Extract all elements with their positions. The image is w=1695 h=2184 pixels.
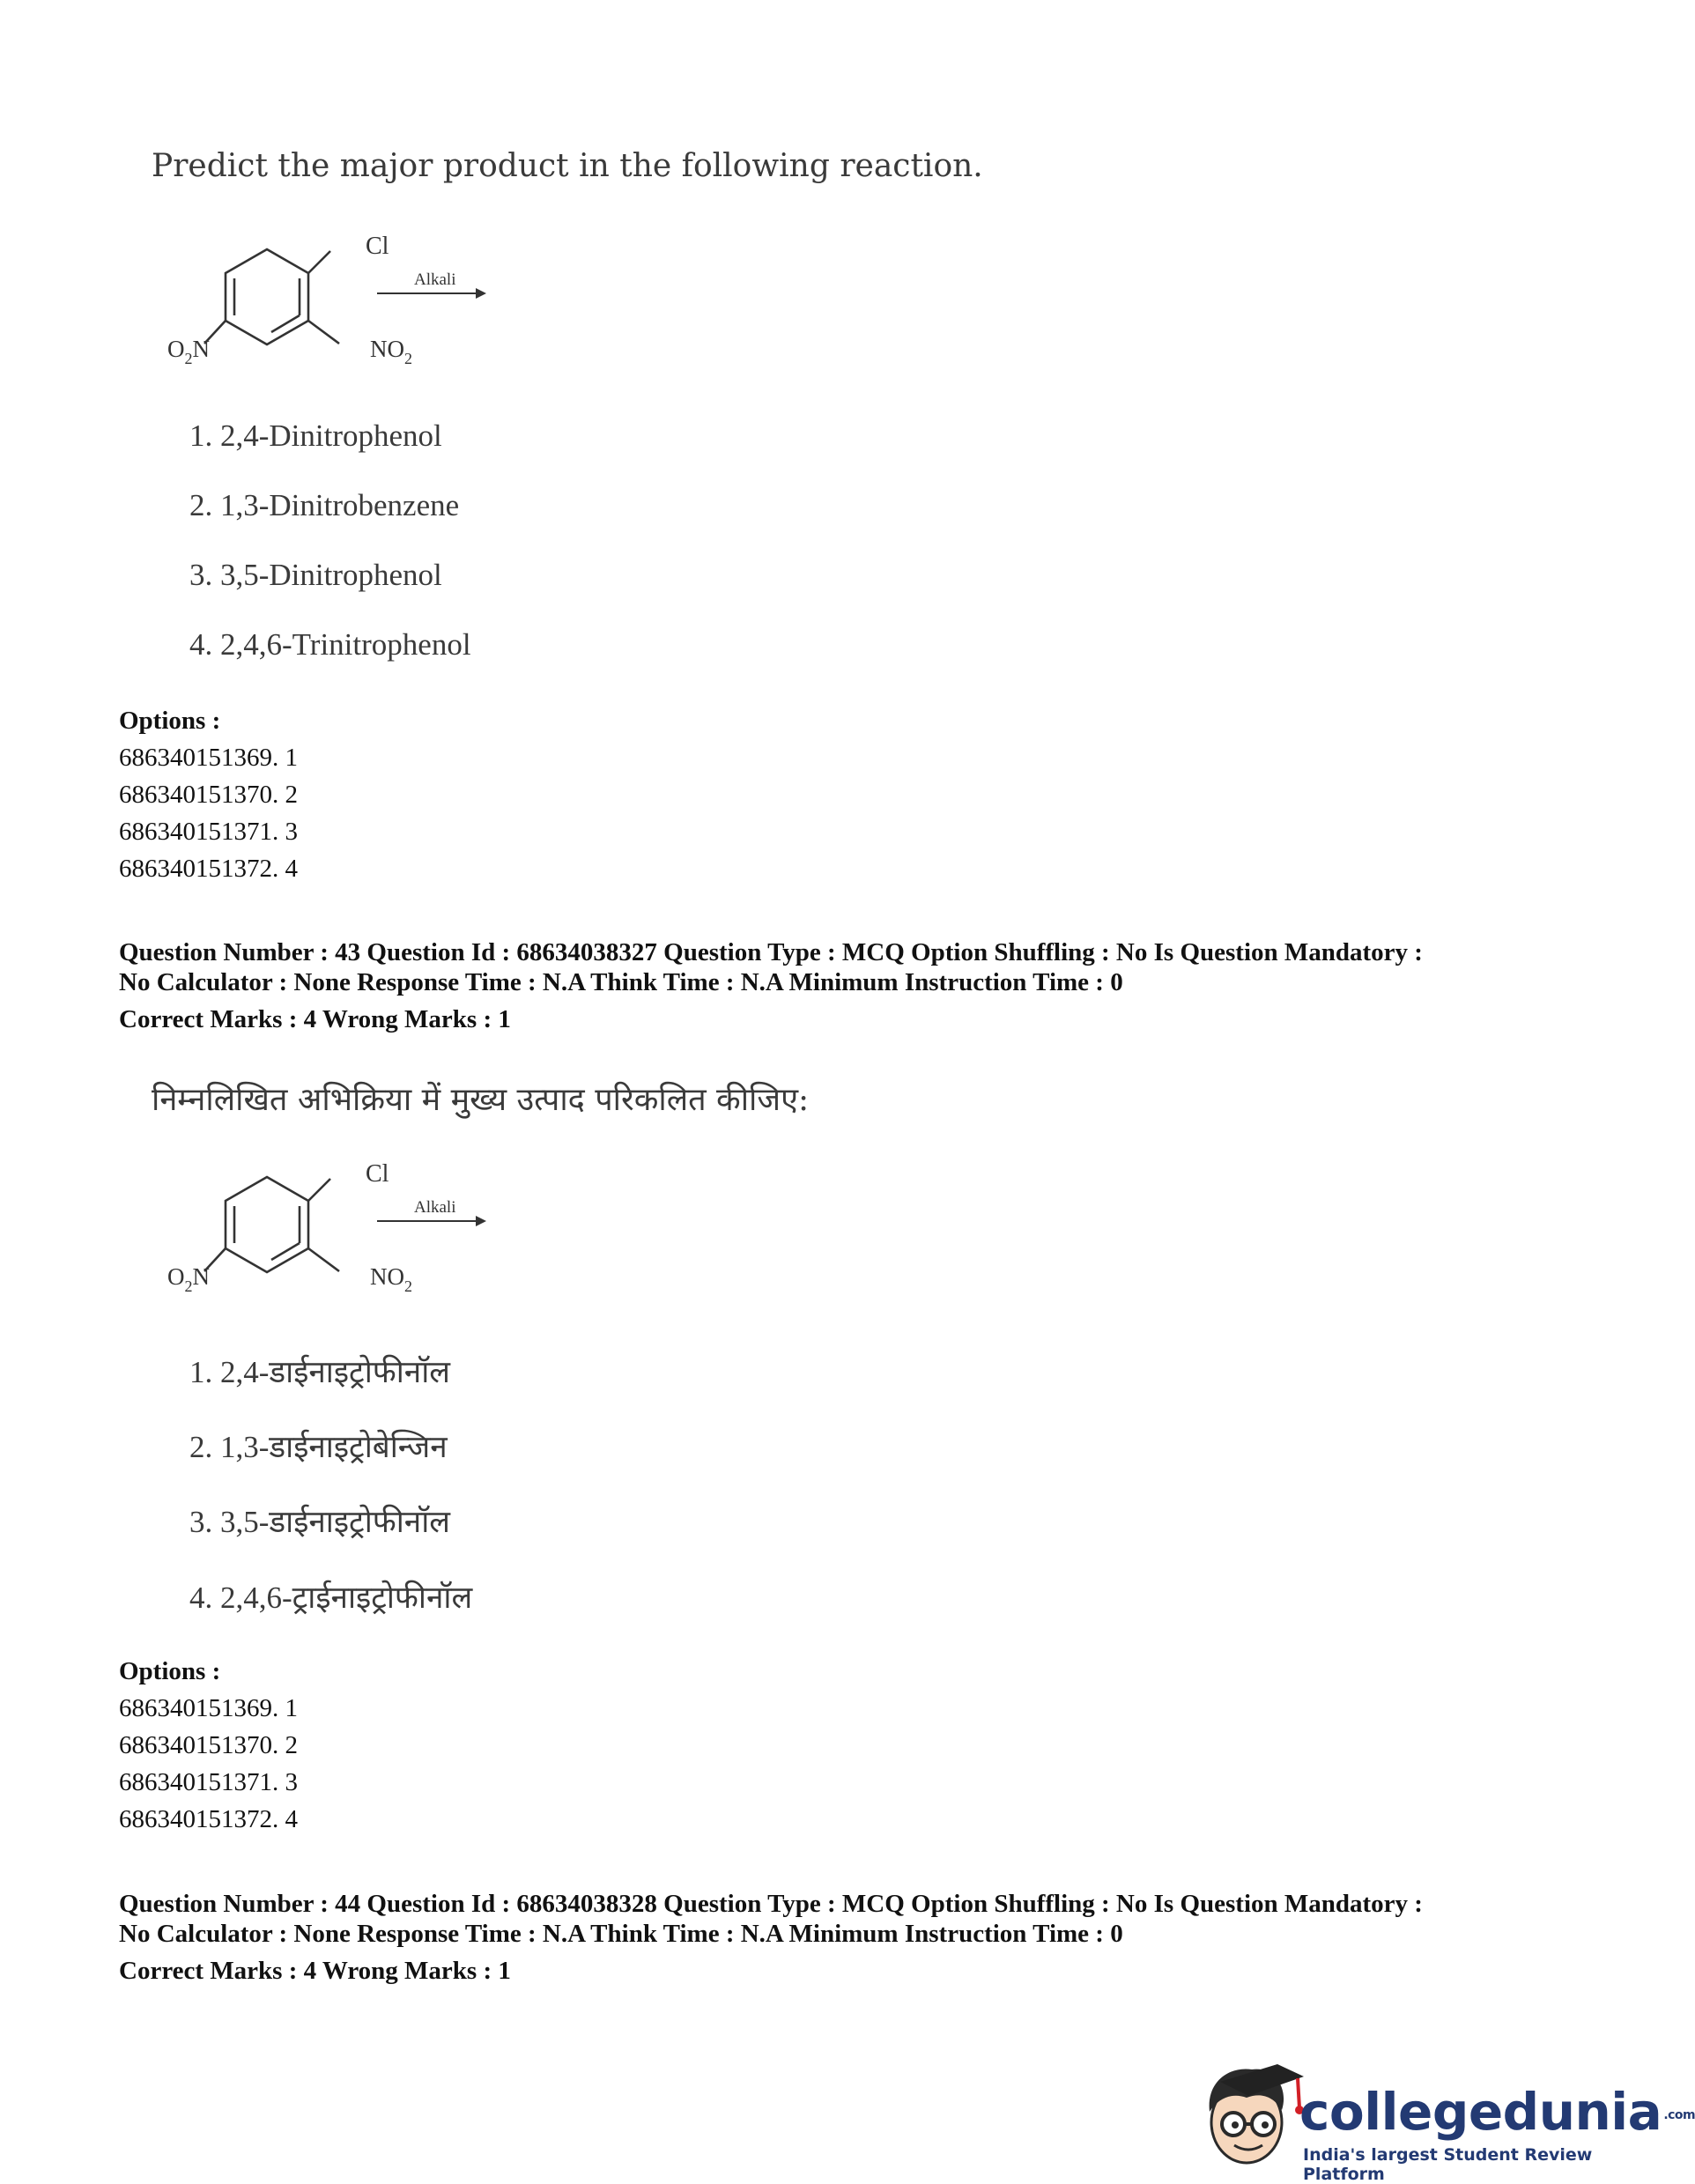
choice-1-hindi: 1. 2,4-डाईनाइट्रोफीनॉल (189, 1355, 451, 1389)
chloro-label: Cl (366, 1160, 389, 1188)
meta-line-3: Correct Marks : 4 Wrong Marks : 1 (119, 1957, 511, 1985)
left-group-sub: 2 (184, 350, 193, 367)
reaction-structure-hindi (159, 1152, 511, 1307)
chloro-label: Cl (366, 233, 389, 260)
option-row: 686340151370. 2 (119, 1731, 298, 1759)
meta-line-2: No Calculator : None Response Time : N.A Think Time : N.A Minimum Instruction Time : 0 (119, 968, 1123, 996)
options-section (119, 702, 298, 887)
option-row: 686340151371. 3 (119, 1768, 298, 1796)
question-meta-43 (119, 937, 1423, 1034)
benzene-ring (204, 1177, 339, 1272)
meta-line-2: No Calculator : None Response Time : N.A Think Time : N.A Minimum Instruction Time : 0 (119, 1920, 1123, 1948)
choice-2: 2. 1,3-Dinitrobenzene (189, 488, 460, 522)
option-row: 686340151369. 1 (119, 1694, 298, 1722)
svg-text:O2N (167, 336, 210, 367)
left-group-tail: N (192, 1263, 210, 1290)
choice-3-hindi: 3. 3,5-डाईनाइट्रोफीनॉल (189, 1505, 451, 1539)
svg-text:O2N (167, 1263, 210, 1295)
right-group-main: NO (370, 1263, 404, 1290)
collegedunia-logo (1194, 2057, 1695, 2184)
right-group-main: NO (370, 336, 404, 362)
choice-1: 1. 2,4-Dinitrophenol (189, 418, 442, 453)
right-group-sub: 2 (404, 350, 412, 367)
reaction-arrow (377, 1216, 486, 1226)
options-label: Options : (119, 1657, 221, 1685)
reaction-arrow (377, 288, 486, 299)
options-label: Options : (119, 707, 221, 735)
option-row: 686340151371. 3 (119, 818, 298, 846)
question-meta-44 (119, 1889, 1423, 1986)
choice-3: 3. 3,5-Dinitrophenol (189, 558, 442, 592)
logo-tagline: India's largest Student Review Platform (1303, 2145, 1593, 2184)
benzene-ring (204, 249, 339, 344)
svg-text:NO2 (370, 336, 412, 367)
options-section-hindi (119, 1653, 298, 1838)
option-row: 686340151372. 4 (119, 855, 298, 883)
meta-line-1: Question Number : 43 Question Id : 68634038327 Question Type : MCQ Option Shuffling : No Is Question Mandatory : (119, 938, 1423, 966)
choice-2-hindi: 2. 1,3-डाईनाइट्रोबेन्जिन (189, 1430, 448, 1464)
right-group-sub: 2 (404, 1277, 412, 1295)
left-group-sub: 2 (184, 1277, 193, 1295)
choice-4-hindi: 4. 2,4,6-ट्राईनाइट्रोफीनॉल (189, 1581, 473, 1615)
reagent-label: Alkali (414, 1198, 456, 1217)
reagent-label: Alkali (414, 270, 456, 289)
reaction-structure (159, 225, 511, 379)
meta-line-3: Correct Marks : 4 Wrong Marks : 1 (119, 1005, 511, 1033)
left-group-main: O (167, 336, 185, 362)
choice-4: 4. 2,4,6-Trinitrophenol (189, 627, 471, 662)
left-group-main: O (167, 1263, 185, 1290)
meta-line-1: Question Number : 44 Question Id : 68634038328 Question Type : MCQ Option Shuffling : No Is Question Mandatory : (119, 1890, 1423, 1918)
svg-text:NO2 (370, 1263, 412, 1295)
left-group-tail: N (192, 336, 210, 362)
mascot-icon (1194, 2057, 1308, 2172)
logo-word: collegedunia (1299, 2082, 1662, 2142)
question-prompt-hindi: निम्नलिखित अभिक्रिया में मुख्य उत्पाद परिकलित कीजिए: (152, 1082, 810, 1118)
option-row: 686340151369. 1 (119, 744, 298, 772)
logo-suffix: .com (1663, 2107, 1695, 2122)
option-row: 686340151370. 2 (119, 781, 298, 809)
question-prompt: Predict the major product in the following reaction. (152, 148, 983, 184)
option-row: 686340151372. 4 (119, 1805, 298, 1833)
